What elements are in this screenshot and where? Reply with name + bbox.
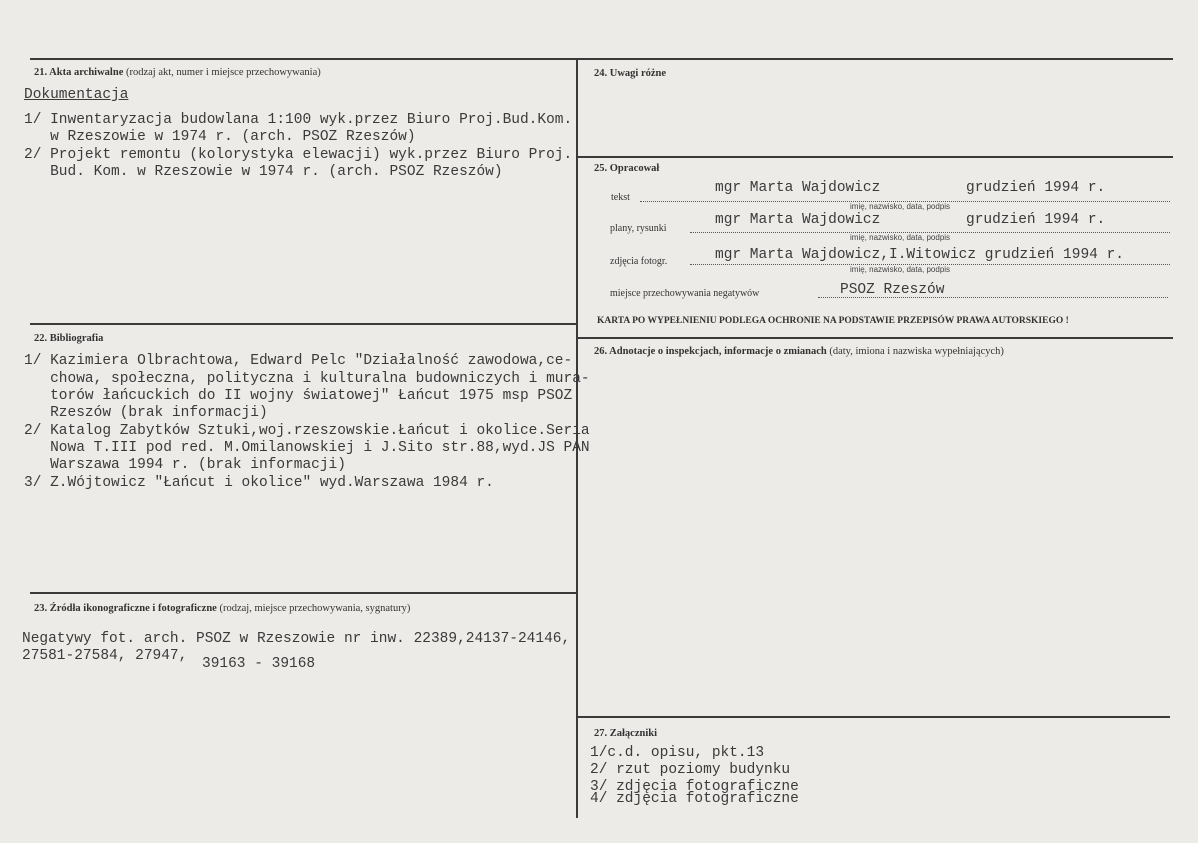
section-22-title-text: 22. Bibliografia: [34, 333, 104, 344]
section-24-title: [594, 68, 666, 79]
negatives-label: miejsce przechowywania negatywów: [610, 288, 760, 299]
section-23-title: [34, 603, 410, 614]
tekst-label: tekst: [611, 192, 630, 203]
section-27-title-text: 27. Załączniki: [594, 728, 658, 739]
section-24-title-text: 24. Uwagi różne: [594, 68, 667, 79]
tekst-hint: imię, nazwisko, data, podpis: [850, 202, 951, 211]
right-rule-25: [578, 156, 1173, 158]
section-21-line-4: Bud. Kom. w Rzeszowie w 1974 r. (arch. PSOZ Rzeszów): [24, 164, 503, 180]
section-21-subtitle: (rodzaj akt, numer i miejsce przechowywania): [125, 67, 321, 78]
section-26-title-text: 26. Adnotacje o inspekcjach, informacje o zmianach: [594, 346, 827, 357]
section-26-subtitle: (daty, imiona i nazwiska wypełniających): [829, 346, 1004, 357]
section-27-line-2: 2/ rzut poziomy budynku: [590, 762, 791, 778]
section-21-line-2: w Rzeszowie w 1974 r. (arch. PSOZ Rzeszów): [24, 129, 416, 145]
plany-hint: imię, nazwisko, data, podpis: [850, 233, 951, 242]
section-26-title: [594, 346, 1004, 357]
plany-label: plany, rysunki: [610, 223, 667, 234]
section-27-line-4: 4/ zdjęcia fotograficzne: [590, 791, 799, 807]
plany-name: mgr Marta Wajdowicz: [715, 212, 881, 228]
left-rule-23: [30, 592, 576, 594]
section-23-line-2b: 39163 - 39168: [202, 656, 316, 672]
section-25-title: [594, 163, 659, 174]
section-22-line-5: 2/ Katalog Zabytków Sztuki,woj.rzeszowskie.Łańcut i okolice.Seria: [24, 423, 590, 439]
tekst-name: mgr Marta Wajdowicz: [715, 180, 881, 196]
plany-date: grudzień 1994 r.: [966, 212, 1106, 228]
section-22-line-8: 3/ Z.Wójtowicz "Łańcut i okolice" wyd.Warszawa 1984 r.: [24, 475, 494, 491]
tekst-date: grudzień 1994 r.: [966, 180, 1106, 196]
section-23-title-text: 23. Źródła ikonograficzne i fotograficzne: [34, 603, 217, 614]
section-22-line-1: 1/ Kazimiera Olbrachtowa, Edward Pelc "Działalność zawodowa,ce-: [24, 353, 573, 369]
section-21-heading: Dokumentacja: [24, 87, 129, 103]
section-23-line-1: Negatywy fot. arch. PSOZ w Rzeszowie nr inw. 22389,24137-24146,: [22, 631, 571, 647]
section-22-line-6: Nowa T.III pod red. M.Omilanowskiej i J.Sito str.88,wyd.JS PAN: [24, 440, 590, 456]
negatives-value: PSOZ Rzeszów: [840, 282, 945, 298]
left-rule-22: [30, 323, 576, 325]
section-27-line-3: 3/ zdjęcia fotograficzne: [590, 779, 799, 795]
section-23-subtitle: (rodzaj, miejsce przechowywania, sygnatury): [219, 603, 411, 614]
section-27-line-1: 1/c.d. opisu, pkt.13: [590, 745, 765, 761]
section-23-line-2: 27581-27584, 27947,: [22, 648, 188, 664]
section-22-line-4: Rzeszów (brak informacji): [24, 405, 268, 421]
zdjecia-hint: imię, nazwisko, data, podpis: [850, 265, 951, 274]
zdjecia-name: mgr Marta Wajdowicz,I.Witowicz grudzień 1994 r.: [715, 247, 1124, 263]
section-22-line-3: torów łańcuckich do II wojny światowej" Łańcut 1975 msp PSOZ: [24, 388, 573, 404]
section-25-title-text: 25. Opracował: [594, 163, 660, 174]
top-rule: [30, 58, 1173, 60]
section-21-line-1: 1/ Inwentaryzacja budowlana 1:100 wyk.przez Biuro Proj.Bud.Kom.: [24, 112, 573, 128]
section-22-line-2: chowa, społeczna, polityczna i kulturalna budowniczych i mura-: [24, 371, 590, 387]
section-21-title-text: 21. Akta archiwalne: [34, 67, 124, 78]
section-22-title: [34, 333, 103, 344]
right-rule-27: [578, 716, 1170, 718]
right-rule-26: [578, 337, 1173, 339]
section-21-title: [34, 67, 321, 78]
section-22-line-7: Warszawa 1994 r. (brak informacji): [24, 457, 346, 473]
copyright-notice: KARTA PO WYPEŁNIENIU PODLEGA OCHRONIE NA PODSTAWIE PRZEPISÓW PRAWA AUTORSKIEGO !: [597, 316, 1069, 326]
section-27-title: [594, 728, 657, 739]
zdjecia-label: zdjęcia fotogr.: [610, 256, 668, 267]
section-21-line-3: 2/ Projekt remontu (kolorystyka elewacji) wyk.przez Biuro Proj.: [24, 147, 573, 163]
